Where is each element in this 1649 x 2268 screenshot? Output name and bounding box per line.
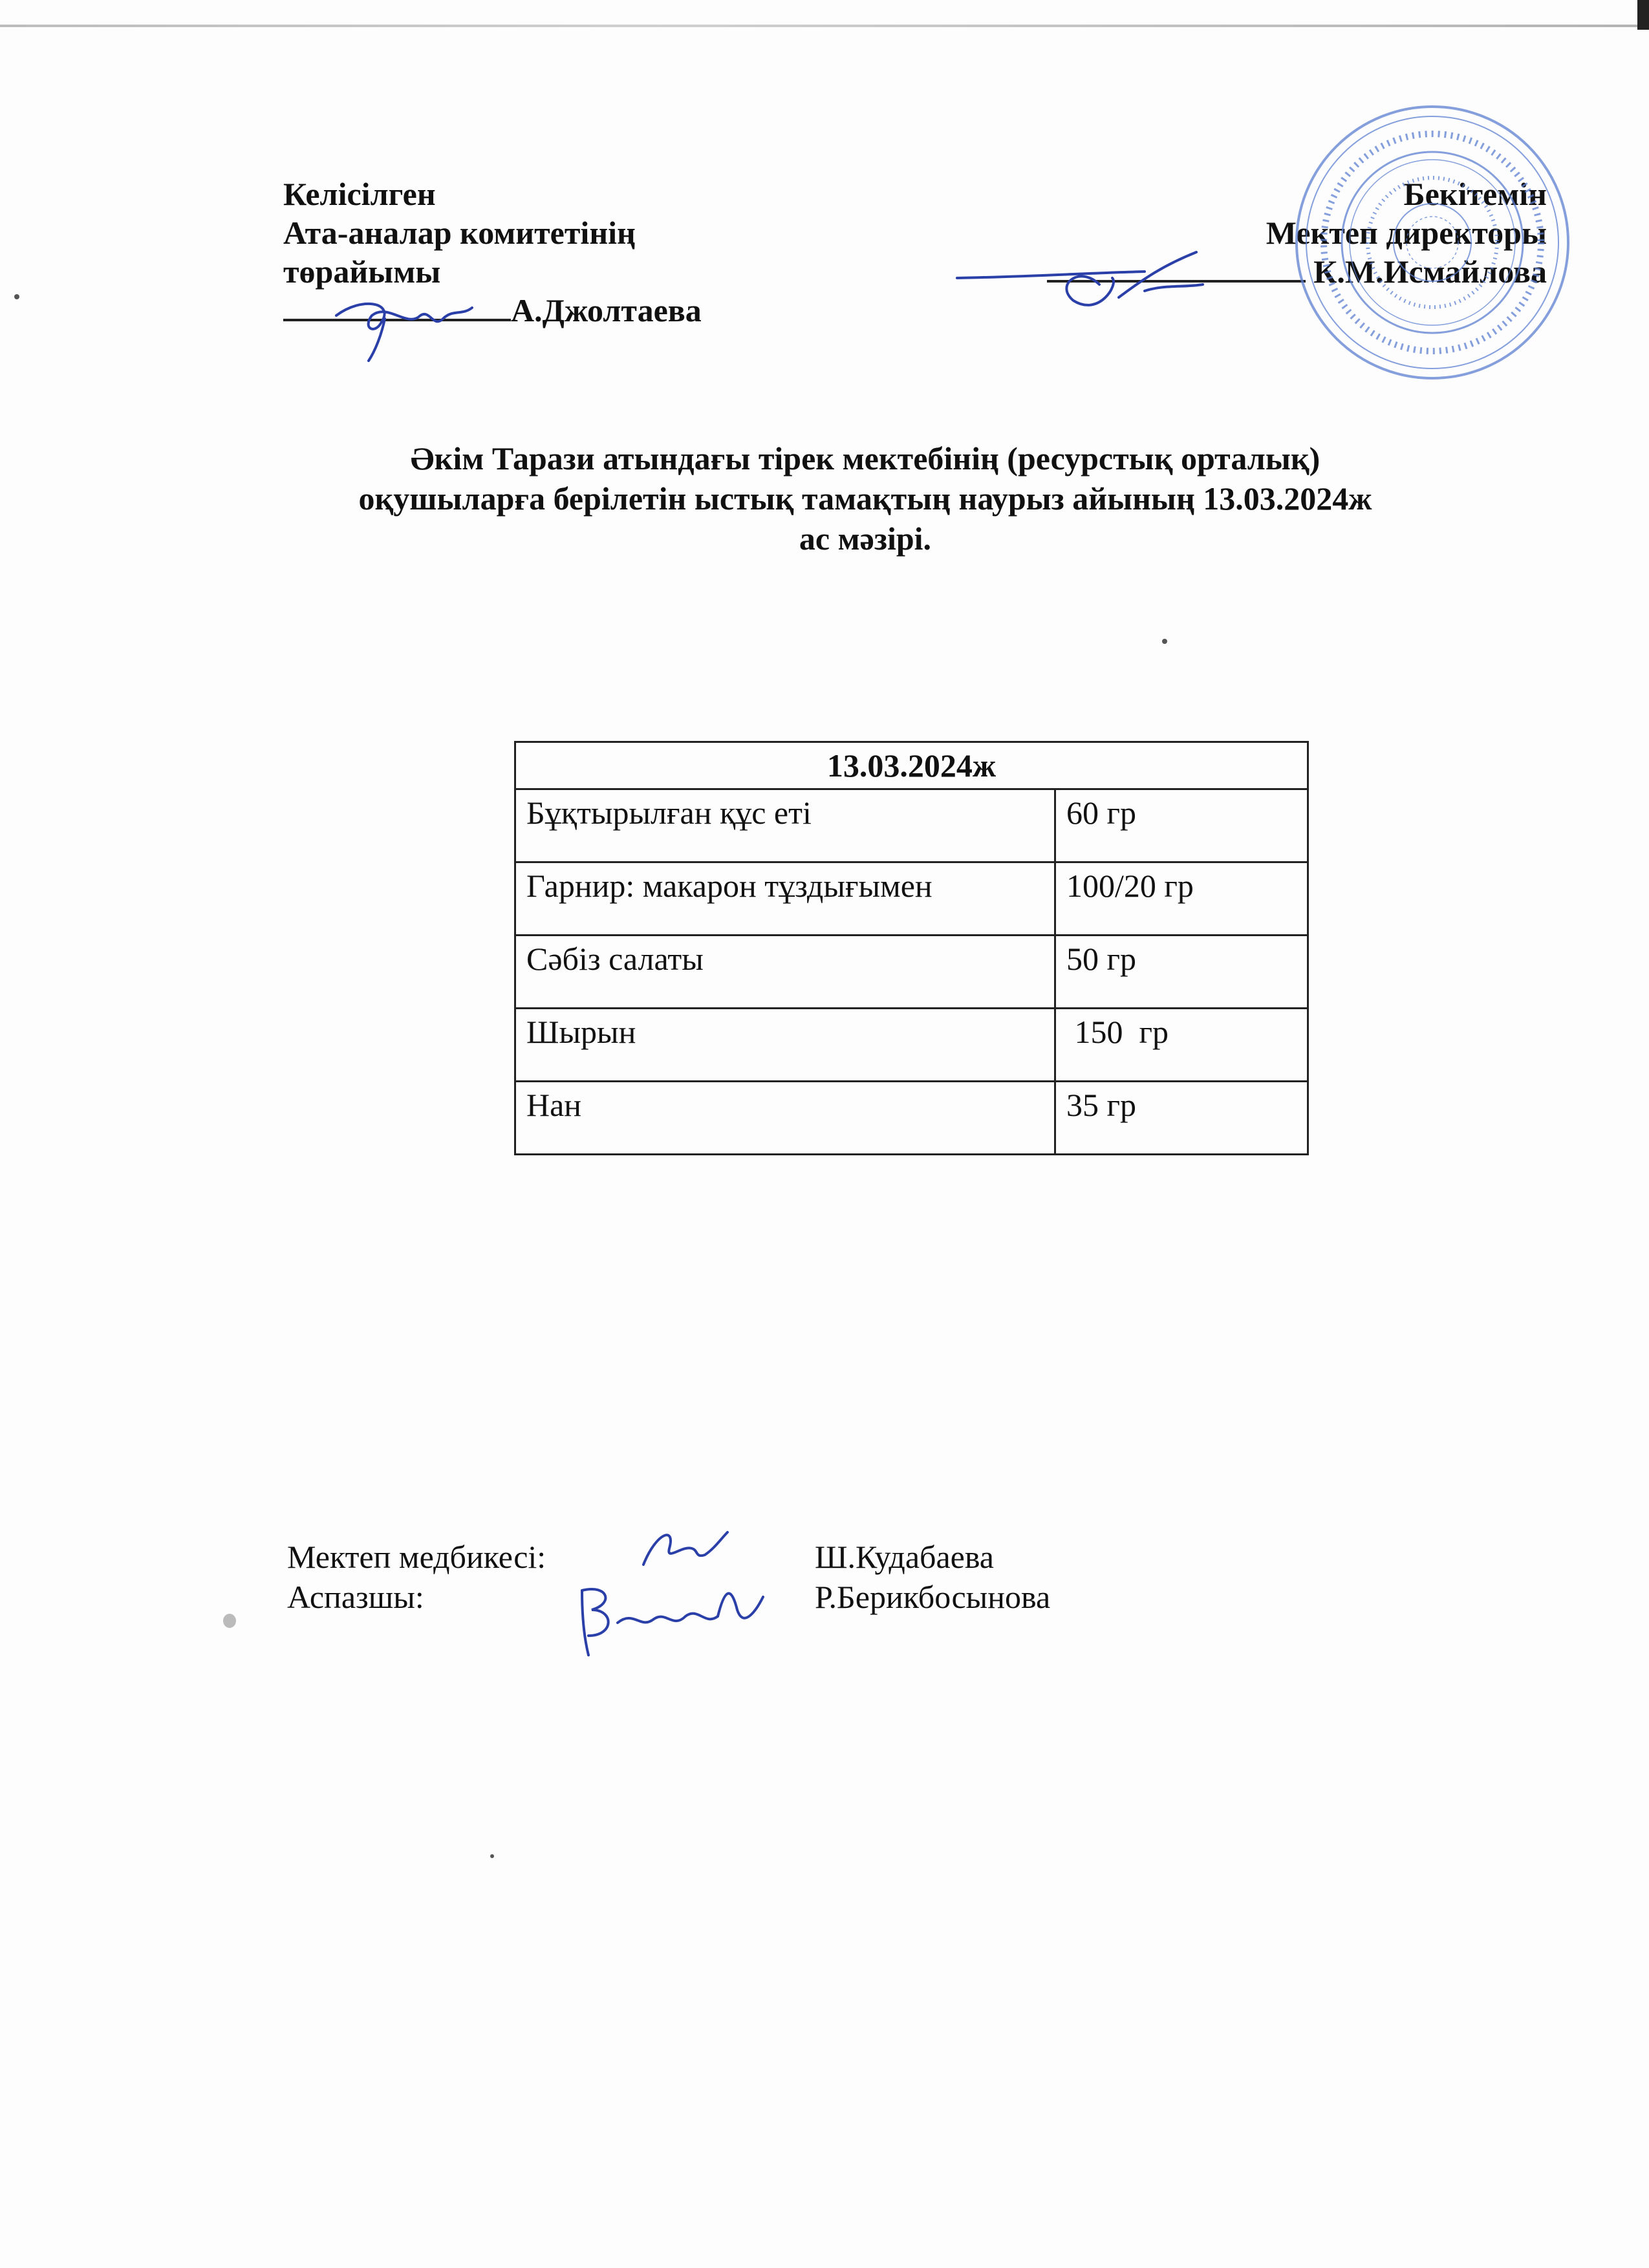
menu-item-cell: Бұқтырылған құс еті	[515, 789, 1055, 862]
menu-amount-cell: 150 гр	[1055, 1009, 1308, 1082]
title-line-3: ас мәзірі.	[799, 520, 932, 557]
scan-corner-mark	[1637, 0, 1649, 30]
scan-speck	[14, 294, 19, 299]
menu-table-header-row	[515, 742, 1308, 789]
menu-item-cell: Шырын	[515, 1009, 1055, 1082]
table-row	[515, 1082, 1308, 1155]
chairperson-label: төрайымы	[283, 253, 441, 290]
menu-amount-cell: 100/20 гр	[1055, 862, 1308, 936]
nurse-signature	[630, 1519, 734, 1578]
approval-left-block	[283, 175, 865, 330]
menu-item-cell: Гарнир: макарон тұздығымен	[515, 862, 1055, 936]
school-seal-stamp	[1287, 97, 1578, 388]
scan-speck	[490, 1854, 494, 1858]
chairperson-signature-row	[283, 291, 865, 330]
menu-item-cell: Сәбіз салаты	[515, 936, 1055, 1009]
menu-date-header: 13.03.2024ж	[515, 742, 1308, 789]
chairperson-name: А.Джолтаева	[511, 292, 702, 328]
signature-line	[283, 319, 511, 321]
cook-name: Р.Берикбосынова	[815, 1579, 1051, 1615]
scan-edge-line	[0, 25, 1649, 27]
title-line-2: оқушыларға берілетін ыстық тамақтың наурыз айының 13.03.2024ж	[358, 480, 1372, 517]
menu-amount-cell: 60 гр	[1055, 789, 1308, 862]
committee-label: Ата-аналар комитетінің	[283, 215, 636, 251]
nurse-label: Мектеп медбикесі:	[287, 1539, 546, 1575]
document-title	[283, 438, 1447, 559]
nurse-name: Ш.Кудабаева	[815, 1539, 994, 1575]
scan-speck	[1162, 639, 1167, 644]
menu-amount-cell: 50 гр	[1055, 936, 1308, 1009]
table-row	[515, 862, 1308, 936]
title-line-1: Әкім Тарази атындағы тірек мектебінің (ресурстық орталық)	[410, 440, 1320, 476]
table-row	[515, 1009, 1308, 1082]
table-row	[515, 789, 1308, 862]
approve-label: Бекітемін	[1403, 176, 1547, 212]
director-name: К.М.Исмайлова	[1313, 253, 1547, 290]
director-label: Мектеп директоры	[1266, 215, 1547, 251]
cook-label: Аспазшы:	[287, 1579, 424, 1615]
signature-line	[1047, 280, 1306, 283]
agreed-label: Келісілген	[283, 176, 436, 212]
scan-speck	[223, 1614, 236, 1628]
menu-amount-cell: 35 гр	[1055, 1082, 1308, 1155]
cook-signature	[563, 1571, 770, 1662]
table-row	[515, 936, 1308, 1009]
menu-table	[514, 741, 1309, 1155]
menu-item-cell: Нан	[515, 1082, 1055, 1155]
